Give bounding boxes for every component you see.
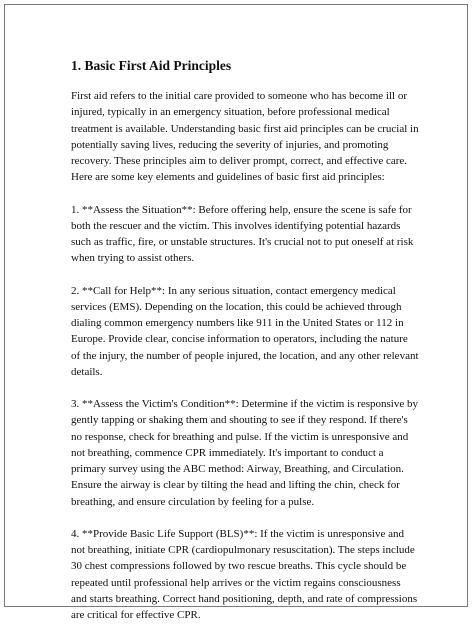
list-item-assess-victim: 3. **Assess the Victim's Condition**: Determine if the victim is responsive by gently tapping or shaking them and shouting to see if they respond. If there's no response, check for breathing and pulse. If the victim is unresponsive and not breathing, commence CPR immediately. It's important to conduct a primary survey using the ABC method: Airway, Breathing, and Circulation. Ensure the airway is clear by tilting the head and lifting the chin, check for breathing, and ensure circulation by feeling for a pulse. [71, 398, 418, 508]
list-item-basic-life-support: 4. **Provide Basic Life Support (BLS)**: If the victim is unresponsive and not breathing, initiate CPR (cardiopulmonary resuscitation). The steps include 30 chest compressions followed by two rescue breaths. This cycle should be repeated until professional help arrives or the victim regains consciousness and starts breathing. Correct hand positioning, depth, and rate of compressions are critical for effective CPR. [71, 527, 418, 621]
section-heading: 1. Basic First Aid Principles [71, 58, 232, 73]
list-item-assess-situation: 1. **Assess the Situation**: Before offering help, ensure the scene is safe for both the rescuer and the victim. This involves identifying potential hazards such as traffic, fire, or unstable structures. It's crucial not to put oneself at risk when trying to assist others. [71, 203, 414, 265]
document-body [71, 57, 419, 639]
list-item-call-for-help: 2. **Call for Help**: In any serious situation, contact emergency medical services (EMS). Depending on the location, this could be achieved through dialing common emergency numbers like 911 in the United States or 112 in Europe. Provide clear, concise information to operators, including the nature of the injury, the number of people injured, the location, and any other relevant details. [71, 284, 419, 378]
intro-paragraph: First aid refers to the initial care provided to someone who has become ill or injured, typically in an emergency situation, before professional medical treatment is available. Understanding basic first aid principles can be crucial in potentially saving lives, reducing the severity of injuries, and promoting recovery. These principles aim to deliver prompt, correct, and effective care. Here are some key elements and guidelines of basic first aid principles: [71, 90, 419, 184]
document-page [4, 4, 468, 621]
